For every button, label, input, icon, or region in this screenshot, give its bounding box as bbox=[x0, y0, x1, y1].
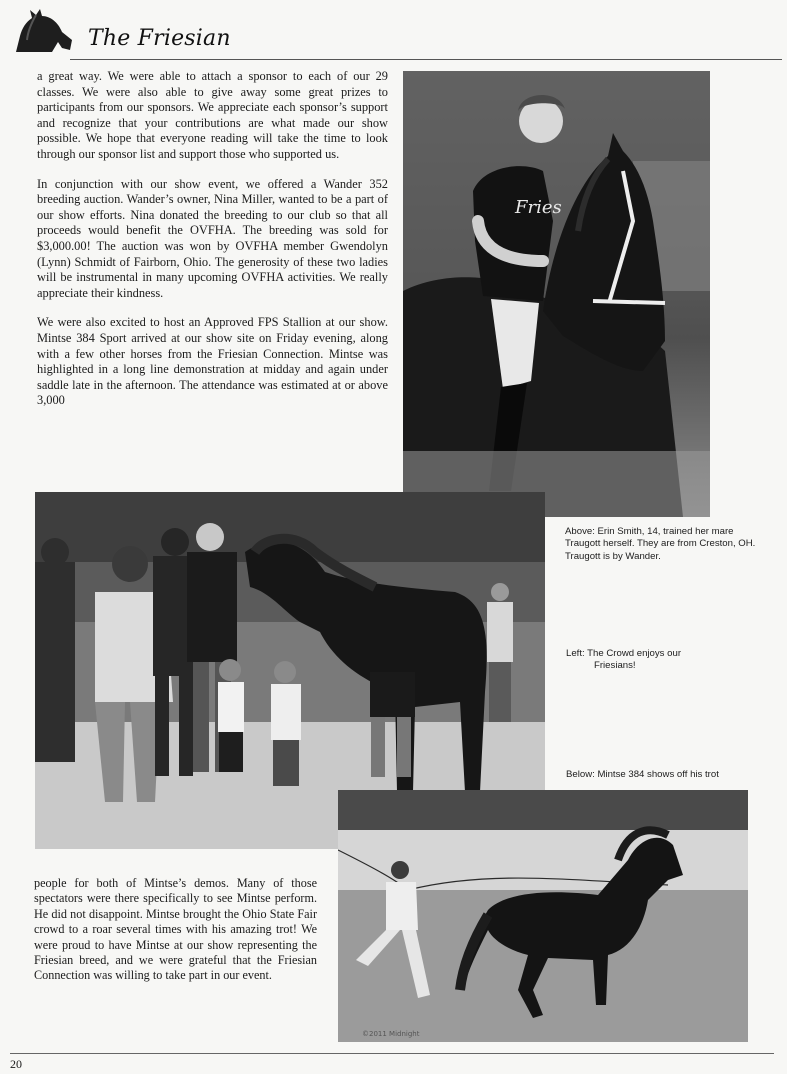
photo-credit: ©2011 Midnight bbox=[362, 1030, 420, 1038]
article-column-bottom bbox=[34, 876, 317, 998]
caption-left-line1: Left: The Crowd enjoys our bbox=[566, 648, 682, 659]
caption-left bbox=[566, 648, 756, 673]
header-divider bbox=[70, 59, 782, 60]
page-header bbox=[0, 0, 787, 62]
rider-shirt-text: Fries bbox=[515, 197, 562, 218]
article-paragraph: In conjunction with our show event, we offered a Wander 352 breeding auction. Wander’s owner, Nina Miller, wanted to be a part of our show efforts. Nina donated the breeding to our club so that all proceeds would benefit the OVFHA. The breeding was sold for $3,000.00! The auction was won by OVFHA member Gwendolyn (Lynn) Schmidt of Fairborn, Ohio. The generosity of these two ladies will be instrumental in many upcoming OVFHA activities. We really appreciate their kindness. bbox=[37, 176, 388, 300]
page-number: 20 bbox=[10, 1057, 22, 1071]
caption-below: Below: Mintse 384 shows off his trot bbox=[566, 769, 719, 780]
footer-divider bbox=[10, 1053, 774, 1054]
article-column-top bbox=[37, 69, 388, 423]
article-paragraph: We were also excited to host an Approved FPS Stallion at our show. Mintse 384 Sport arrived at our show site on Friday evening, along with a few other horses from the Friesian Connection. Mintse was highlighted in a long line demonstration at midday and again under saddle late in the afternoon. The attendance was estimated at or above 3,000 bbox=[37, 315, 388, 408]
article-paragraph: people for both of Mintse’s demos. Many of those spectators were there specifically to see Mintse perform. He did not disappoint. Mintse brought the Ohio State Fair crowd to a roar several times with his amazing trot! We were proud to have Mintse at our show representing the Friesian breed, and we were grateful that the Friesian Connection was willing to take part in our event. bbox=[34, 876, 317, 983]
article-paragraph: a great way. We were able to attach a sponsor to each of our 29 classes. We were also able to give away some great prizes to participants from our sponsors. We appreciate each sponsor’s support and recognize that your contributions are what made our show possible. We hope that everyone reading will take the time to look through our sponsor list and support those who supported us. bbox=[37, 69, 388, 161]
caption-left-line2: Friesians! bbox=[594, 660, 636, 672]
magazine-title: The Friesian bbox=[88, 26, 231, 51]
trot-photo bbox=[338, 790, 748, 1042]
caption-above: Above: Erin Smith, 14, trained her mare Traugott herself. They are from Creston, OH. Traugott is by Wander. bbox=[565, 526, 756, 562]
rider-photo bbox=[403, 71, 710, 517]
horse-head-icon bbox=[12, 6, 74, 54]
